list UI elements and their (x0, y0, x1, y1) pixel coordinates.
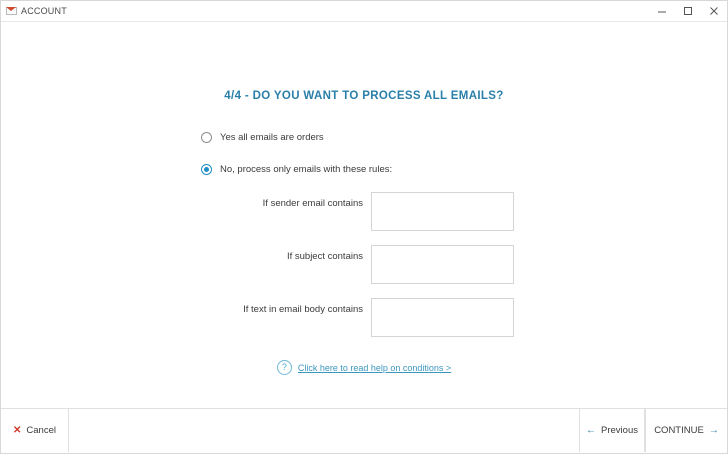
subject-contains-input[interactable] (371, 245, 514, 284)
close-icon[interactable] (701, 1, 727, 21)
radio-rules-icon[interactable] (201, 164, 212, 175)
option-rules[interactable] (201, 164, 392, 175)
help-row (1, 360, 727, 375)
rule-row-sender (1, 192, 727, 231)
sender-contains-input[interactable] (371, 192, 514, 231)
process-options-group (201, 132, 392, 196)
rule-row-body (1, 298, 727, 337)
rule-label-sender: If sender email contains (262, 198, 363, 209)
wizard-content (1, 22, 727, 408)
rule-row-subject (1, 245, 727, 284)
help-conditions-link[interactable]: Click here to read help on conditions > (297, 362, 452, 373)
rule-label-subject: If subject contains (286, 251, 363, 262)
option-all-emails[interactable] (201, 132, 392, 143)
radio-all-emails-icon[interactable] (201, 132, 212, 143)
previous-button-label: Previous (601, 425, 638, 436)
close-x-icon: ✕ (13, 424, 22, 436)
cancel-button-label: Cancel (26, 425, 56, 436)
body-contains-input[interactable] (371, 298, 514, 337)
window-title: ACCOUNT (21, 6, 67, 16)
window-controls (649, 1, 727, 21)
arrow-right-icon: → (708, 424, 719, 436)
title-bar (1, 1, 727, 22)
question-mark-icon: ? (277, 360, 292, 375)
footer-bar (1, 408, 727, 453)
maximize-icon[interactable] (675, 1, 701, 21)
arrow-left-icon: ← (586, 424, 597, 436)
continue-button-label: CONTINUE (654, 425, 704, 436)
cancel-button[interactable] (1, 409, 69, 452)
rule-fields (1, 192, 727, 351)
minimize-icon[interactable] (649, 1, 675, 21)
continue-button[interactable] (645, 409, 727, 452)
envelope-icon (6, 6, 17, 17)
page-title: 4/4 - DO YOU WANT TO PROCESS ALL EMAILS? (224, 90, 504, 102)
rule-label-body: If text in email body contains (243, 304, 363, 315)
previous-button[interactable] (579, 409, 645, 452)
title-bar-left (1, 6, 67, 17)
option-rules-label: No, process only emails with these rules: (220, 164, 393, 175)
option-all-emails-label: Yes all emails are orders (220, 132, 324, 143)
